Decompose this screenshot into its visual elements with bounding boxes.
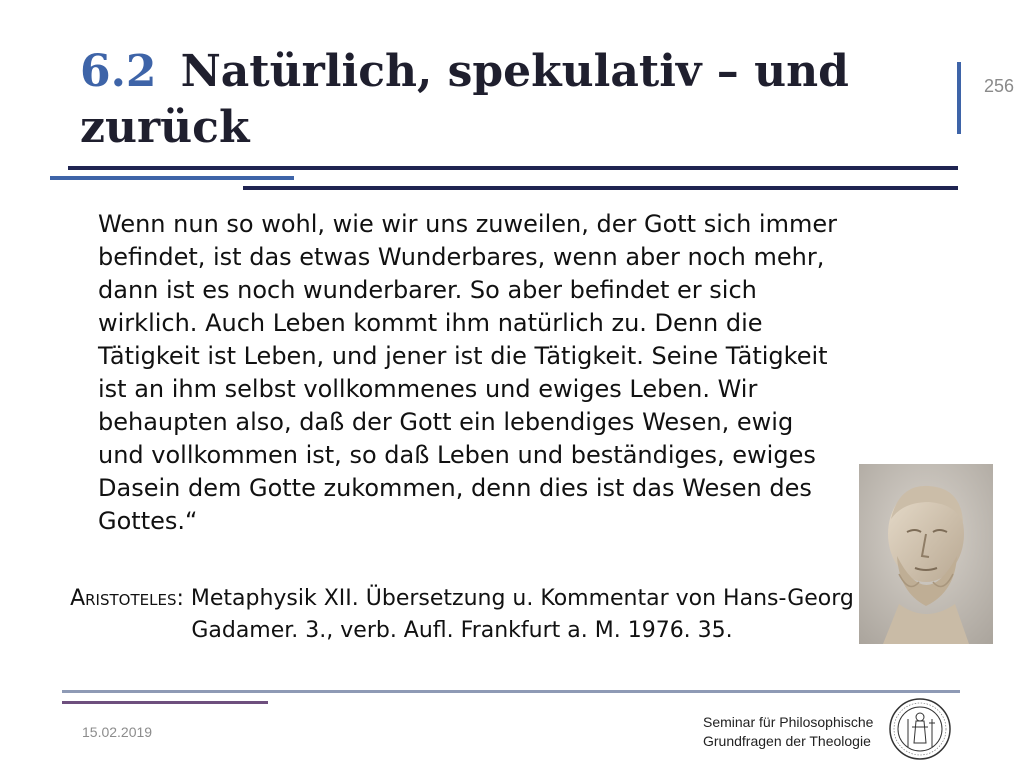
- citation: [62, 583, 862, 647]
- citation-author: Aristoteles: [70, 586, 177, 611]
- footer-date: 15.02.2019: [82, 724, 153, 740]
- header-rule-blue: [50, 176, 294, 180]
- slide-title: [80, 44, 940, 156]
- university-seal-icon: [888, 697, 952, 761]
- page-number: 256: [983, 76, 1014, 96]
- institution-line-1: Seminar für Philosophische: [703, 714, 874, 730]
- page-number-bar: [957, 62, 961, 134]
- citation-details: : Metaphysik XII. Übersetzung u. Kommentar von Hans-Georg Gadamer. 3., verb. Aufl. Frankfurt a. M. 1976. 35.: [176, 586, 854, 643]
- footer-rule-accent: [62, 701, 268, 704]
- footer-institution: [703, 713, 873, 751]
- footer-rule: [62, 690, 960, 693]
- header-rule-dark-lower: [243, 186, 958, 190]
- quote-text: Wenn nun so wohl, wie wir uns zuweilen, der Gott sich immer befindet, ist das etwas Wunderbares, wenn aber noch mehr, dann ist es noch wunderbarer. So aber befindet er sich wirklich. Auch Leben kommt ihm natürlich zu. Denn die Tätigkeit ist Leben, und jener ist die Tätigkeit. Seine Tätigkeit ist an ihm selbst vollkommenes und ewiges Leben. Wir behaupten also, daß der Gott ein lebendiges Wesen, ewig und vollkommen ist, so daß Leben und beständiges, ewiges Dasein dem Gotte zukommen, denn dies ist das Wesen des Gottes.“: [98, 210, 837, 535]
- header-rule-dark: [68, 166, 958, 170]
- title-text: Natürlich, spekulativ – und zurück: [80, 46, 849, 153]
- section-number: 6.2: [80, 46, 157, 97]
- aristotle-bust-image: [859, 464, 993, 644]
- institution-line-2: Grundfragen der Theologie: [703, 733, 871, 749]
